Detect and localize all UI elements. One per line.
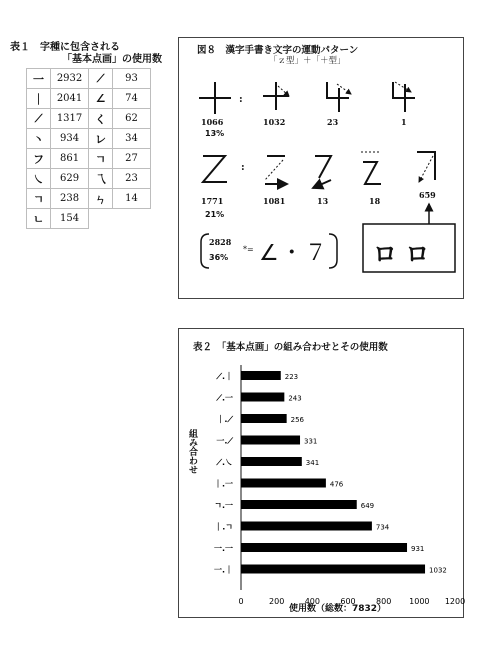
z-shape-dotted-icon: [361, 152, 381, 184]
stroke-count-cell: [113, 209, 151, 229]
category-label: ｜.一: [213, 479, 233, 489]
table2-title: 表２ 「基本点画」の組み合わせとその使用数: [193, 342, 388, 353]
stroke-count-cell: 238: [51, 189, 89, 209]
row1-count-2: 1032: [263, 117, 286, 127]
stroke-count-cell: 861: [51, 149, 89, 169]
stroke-symbol-cell: [88, 209, 112, 229]
table2-x-axis-label: 使用数（総数：7832）: [289, 604, 387, 614]
row2-count-3: 13: [317, 196, 329, 206]
figure8-title: 図８ 漢字手書き文字の運動パターン: [197, 45, 359, 56]
bar: [241, 500, 357, 509]
stroke-symbol-cell: フ: [27, 149, 51, 169]
table1-title-line2: 「基本点画」の使用数: [62, 54, 162, 65]
table1-row: [27, 189, 151, 209]
combination-bar-chart: [179, 329, 465, 619]
stroke-symbol-cell: ∠: [88, 89, 112, 109]
stroke-symbol-cell: ㄱ: [27, 189, 51, 209]
z-shape-box-icon: [417, 152, 435, 182]
z-shape-variant-icon: [265, 156, 287, 184]
stroke-symbol-cell: ⟋: [27, 109, 51, 129]
stroke-count-cell: 74: [113, 89, 151, 109]
stroke-symbol-cell: く: [88, 109, 112, 129]
bar: [241, 457, 302, 466]
bar: [241, 522, 372, 531]
bar: [241, 565, 425, 574]
x-tick-label: 1000: [409, 597, 430, 606]
colon-row2: :: [241, 162, 245, 173]
stroke-symbol-cell: ㄱ: [88, 149, 112, 169]
stroke-symbol-cell: 一: [27, 69, 51, 89]
figure8-panel: [178, 37, 464, 299]
table1-row: [27, 129, 151, 149]
row2-percent: 21%: [205, 210, 225, 219]
table1-title: [10, 42, 162, 66]
table1-row: [27, 69, 151, 89]
stroke-symbol-cell: ㄣ: [88, 189, 112, 209]
table1-row: [27, 149, 151, 169]
stroke-count-cell: 27: [113, 149, 151, 169]
category-label: ｜.ㄱ: [214, 522, 233, 532]
bar-value-label: 223: [284, 373, 299, 381]
plus-shape-variant-icon: [263, 82, 289, 110]
stroke-symbol-cell: レ: [88, 129, 112, 149]
category-label: ⟋.㇏: [216, 458, 233, 467]
category-label: ㄱ.一: [214, 501, 233, 510]
stroke-count-cell: 93: [113, 69, 151, 89]
category-label: 一.｜: [213, 565, 233, 575]
stroke-symbol-cell: ㇏: [27, 169, 51, 189]
stroke-count-cell: 14: [113, 189, 151, 209]
category-label: 一.一: [213, 544, 233, 553]
stroke-count-cell: 1317: [51, 109, 89, 129]
bar-value-label: 931: [411, 545, 425, 553]
stroke-count-table: [26, 68, 151, 229]
bar-value-label: 243: [288, 394, 302, 403]
x-tick-label: 600: [340, 597, 356, 606]
stroke-symbol-cell: 丶: [27, 129, 51, 149]
table1-row: [27, 169, 151, 189]
x-tick-label: 1200: [444, 597, 465, 606]
row1-count-4: 1: [401, 117, 407, 127]
stroke-count-cell: 2041: [51, 89, 89, 109]
table1-title-line1: 表１ 字種に包含される: [10, 42, 120, 53]
table2-y-axis-label: 組み合わせ: [187, 429, 197, 474]
stroke-count-cell: 34: [113, 129, 151, 149]
plus-shape-cross-icon: [393, 82, 415, 112]
bar: [241, 479, 326, 488]
table1-row: [27, 89, 151, 109]
stroke-count-cell: 23: [113, 169, 151, 189]
stroke-symbol-cell: ⟋: [88, 69, 112, 89]
stroke-symbol-cell: ｜: [27, 89, 51, 109]
bar: [241, 436, 300, 445]
summary-operator: *=: [243, 245, 254, 254]
table1-row: [27, 209, 151, 229]
row1-count-1: 1066: [201, 117, 224, 127]
bar-value-label: 331: [304, 437, 318, 446]
x-tick-label: 0: [238, 597, 244, 606]
boxed-example-chars: ロ ロ: [373, 239, 430, 268]
z-shape-reverse-icon: [313, 156, 331, 188]
bar: [241, 543, 407, 552]
stroke-count-cell: 934: [51, 129, 89, 149]
category-label: ⟋.｜: [216, 372, 233, 381]
category-label: ｜.⟋: [216, 415, 233, 424]
stroke-symbol-cell: ㄴ: [27, 209, 51, 229]
z-shape-icon: [203, 156, 227, 182]
row2-count-4: 18: [369, 196, 381, 206]
row2-count-2: 1081: [263, 196, 286, 206]
plus-shape-icon: [199, 82, 231, 114]
stroke-count-cell: 62: [113, 109, 151, 129]
colon-row1: :: [239, 94, 243, 105]
bar-value-label: 649: [360, 502, 375, 510]
summary-percent: 36%: [209, 253, 229, 262]
category-label: 一.⟋: [216, 436, 233, 446]
bar-value-label: 341: [305, 459, 320, 467]
bar: [241, 393, 284, 402]
stroke-symbol-cell: 乁: [88, 169, 112, 189]
stroke-count-cell: 629: [51, 169, 89, 189]
summary-symbols: ∠・７: [259, 241, 329, 266]
bar-value-label: 476: [329, 480, 344, 489]
stroke-count-cell: 2932: [51, 69, 89, 89]
x-tick-label: 800: [376, 597, 392, 606]
bar-value-label: 734: [375, 523, 390, 532]
row2-count-5: 659: [419, 190, 436, 200]
bar-value-label: 256: [290, 416, 305, 424]
stroke-count-cell: 154: [51, 209, 89, 229]
bar: [241, 371, 281, 380]
summary-bracket-icon: [201, 234, 209, 268]
row1-percent: 13%: [205, 129, 225, 138]
table2-panel: [178, 328, 464, 618]
bar-value-label: 1032: [429, 566, 447, 575]
plus-shape-hook-icon: [327, 82, 351, 112]
category-label: ⟋.一: [216, 393, 233, 403]
x-tick-label: 200: [269, 597, 285, 606]
summary-count: 2828: [209, 237, 232, 247]
table1-row: [27, 109, 151, 129]
figure8-subtitle: 「ｚ型」＋「＋型」: [269, 56, 346, 66]
row2-count-1: 1771: [201, 196, 224, 206]
bar: [241, 414, 287, 423]
x-tick-label: 400: [304, 597, 320, 606]
row1-count-3: 23: [327, 117, 339, 127]
